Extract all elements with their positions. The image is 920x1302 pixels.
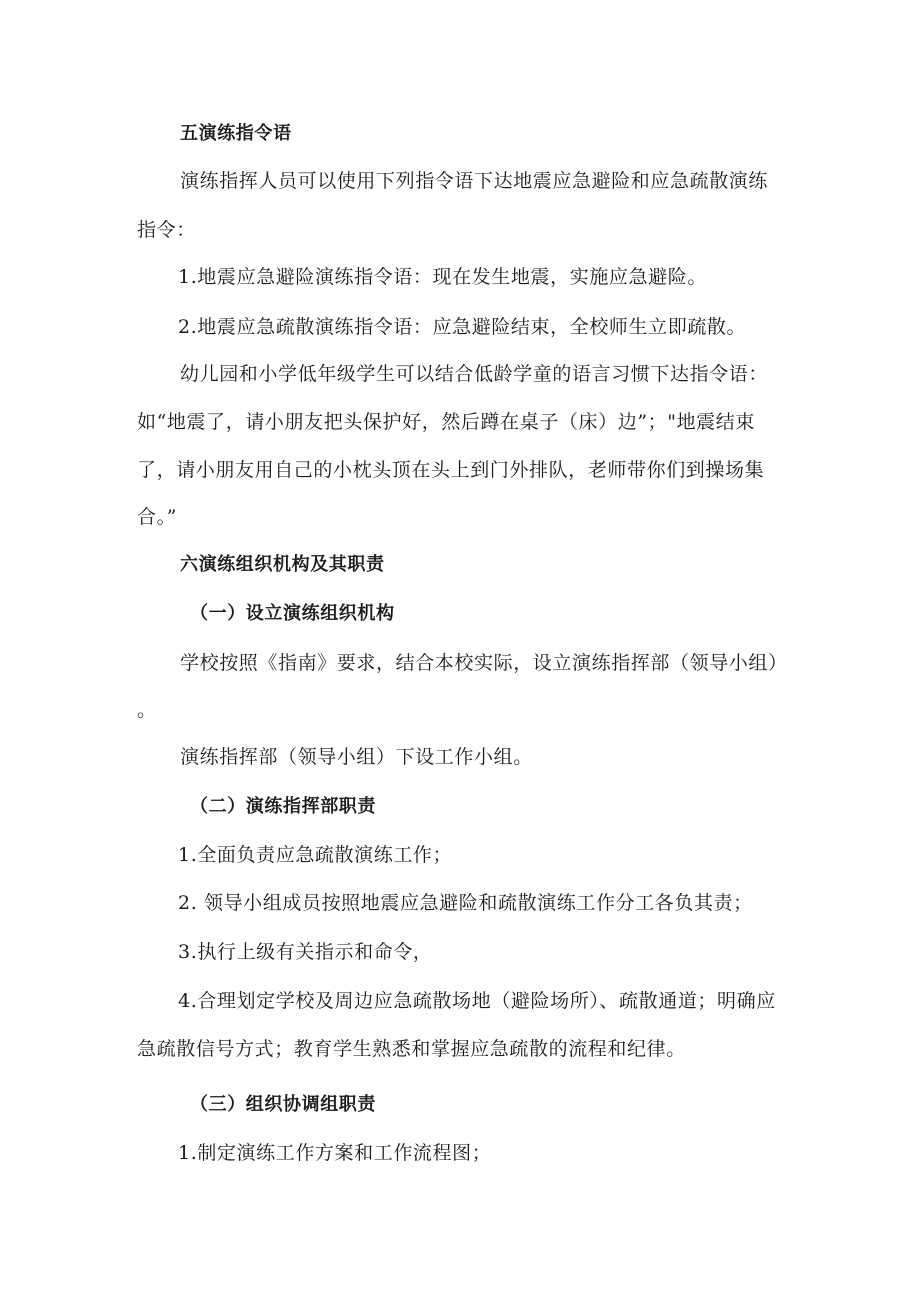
section-5-item-1: 1.地震应急避险演练指令语：现在发生地震，实施应急避险。 (178, 266, 707, 288)
section-6-sub-2-item-1: 1.全面负责应急疏散演练工作； (178, 844, 453, 866)
section-6-sub-1-para-1-line-1: 学校按照《指南》要求，结合本校实际，设立演练指挥部（领导小组） (180, 652, 788, 674)
section-5-intro-line-2: 指令： (137, 219, 196, 241)
section-6-sub-3-heading: （三）组织协调组职责 (190, 1094, 376, 1115)
section-5-note-line-4: 合。” (137, 506, 178, 528)
section-6-sub-2-item-4-line-2: 急疏散信号方式；教育学生熟悉和掌握应急疏散的流程和纪律。 (137, 1038, 686, 1060)
section-6-sub-2-item-2: 2. 领导小组成员按照地震应急避险和疏散演练工作分工各负其责； (178, 892, 753, 914)
section-5-item-2: 2.地震应急疏散演练指令语：应急避险结束，全校师生立即疏散。 (178, 316, 747, 338)
section-5-heading: 五演练指令语 (180, 123, 292, 144)
section-5-intro-line-1: 演练指挥人员可以使用下列指令语下达地震应急避险和应急疏散演练 (180, 170, 769, 192)
section-6-sub-2-item-3: 3.执行上级有关指示和命令， (178, 941, 433, 963)
section-6-sub-3-item-1: 1.制定演练工作方案和工作流程图； (178, 1142, 492, 1164)
section-6-sub-1-para-1-line-2: 。 (137, 699, 157, 721)
section-6-sub-2-item-4-line-1: 4.合理划定学校及周边应急疏散场地（避险场所）、疏散通道；明确应 (178, 990, 776, 1012)
section-6-heading: 六演练组织机构及其职责 (180, 554, 385, 575)
section-5-note-line-2: 如“地震了，请小朋友把头保护好，然后蹲在桌子（床）边”；"地震结束 (137, 411, 755, 433)
section-5-note-line-3: 了，请小朋友用自己的小枕头顶在头上到门外排队，老师带你们到操场集 (137, 459, 765, 481)
section-6-sub-1-heading: （一）设立演练组织机构 (190, 603, 395, 624)
section-6-sub-2-heading: （二）演练指挥部职责 (190, 796, 376, 817)
section-5-note-line-1: 幼儿园和小学低年级学生可以结合低龄学童的语言习惯下达指令语： (180, 363, 769, 385)
section-6-sub-1-para-2: 演练指挥部（领导小组）下设工作小组。 (180, 746, 533, 768)
